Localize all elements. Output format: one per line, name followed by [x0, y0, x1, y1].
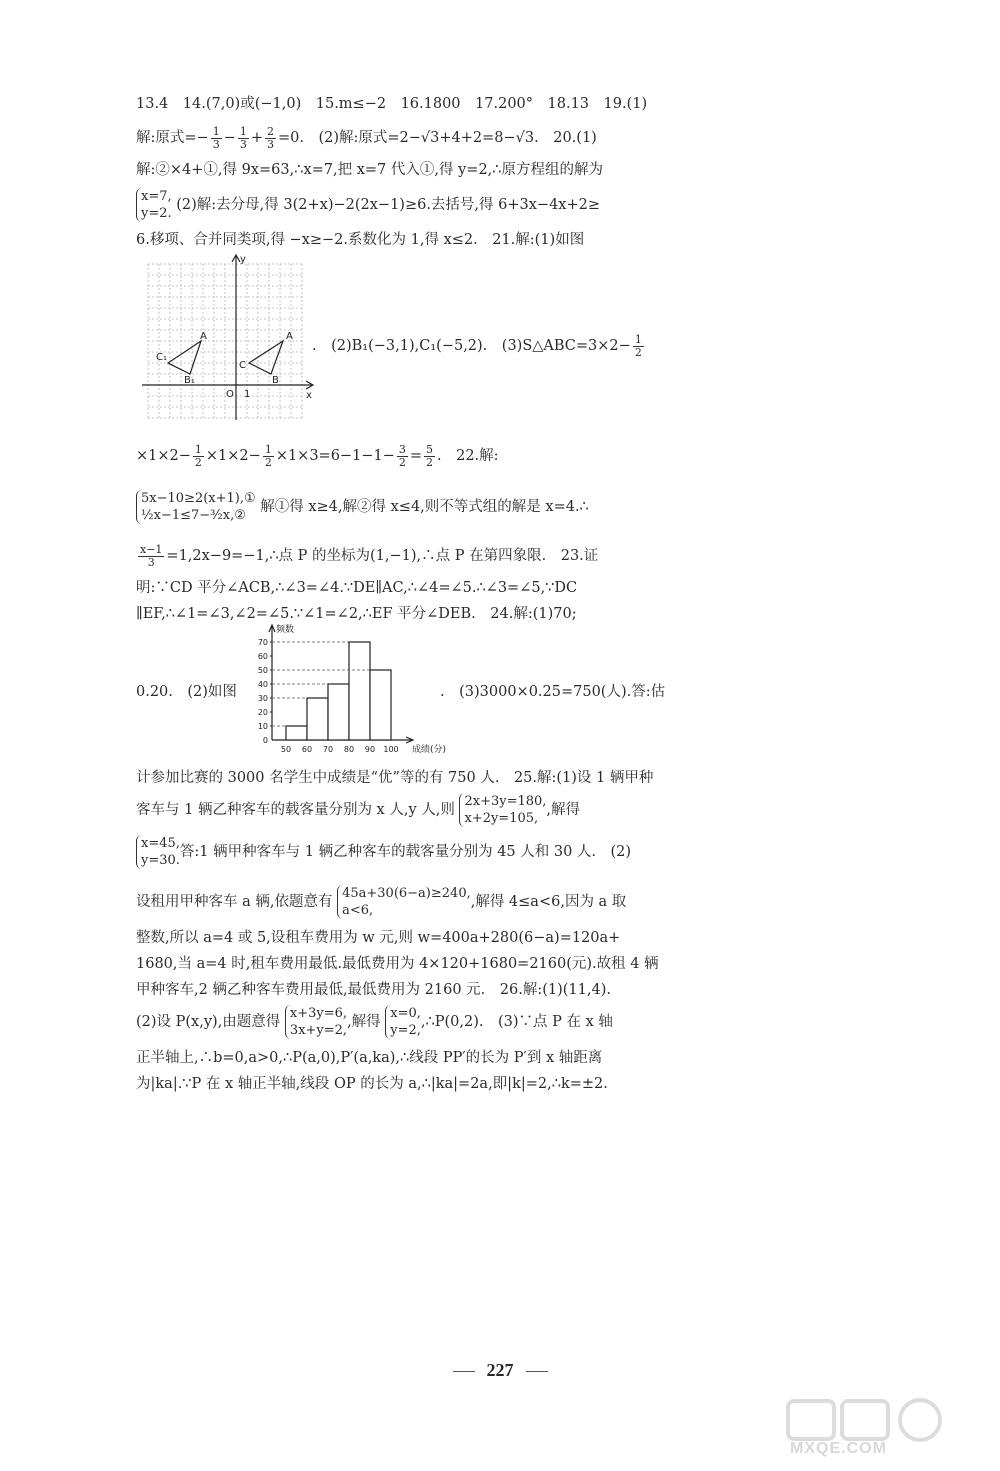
histogram-bar	[349, 642, 370, 740]
label-c: C	[239, 360, 246, 371]
inequality-system-22: 5x−10≥2(x+1),① ½x−1≤7−³⁄₂x,②	[136, 490, 256, 524]
answer-line-19: 1680,当 a=4 时,租车费用最低.最低费用为 4×120+1680=2160(元).故租 4 辆	[136, 956, 659, 972]
answer-line-16: x=45, y=30. 答:1 辆甲种客车与 1 辆乙种客车的载客量分别为 45 人和 30 人. (2)	[136, 832, 714, 872]
label-a: A	[286, 331, 293, 342]
x-tick-label: 100	[383, 745, 399, 754]
answer-line-21: (2)设 P(x,y),由题意得 x+3y=6, 3x+y=2, ,解得 x=0, y=2, ,∴P(0,2). (3)∵点 P 在 x 轴	[136, 1006, 613, 1038]
fraction-3-2: $\frac{3}{2}$	[398, 442, 406, 469]
answer-line-8: 5x−10≥2(x+1),① ½x−1≤7−³⁄₂x,② 解①得 x≥4,解②得 x≤4,则不等式组的解是 x=4.∴	[136, 482, 714, 532]
answer-line-5: 6.移项、合并同类项,得 −x≥−2.系数化为 1,得 x≤2. 21.解:(1)如图	[136, 232, 585, 248]
inequality-system-25c: 45a+30(6−a)≥240, a<6,	[337, 885, 471, 919]
fraction-1-2a: $\frac{1}{2}$	[634, 332, 642, 359]
answer-line-9: $\frac{x-1}{3}$ =1,2x−9=−1,∴点 P 的坐标为(1,−1),∴点 P 在第四象限. 23.证	[140, 542, 599, 569]
y-tick-label: 20	[257, 708, 268, 717]
frequency-histogram	[250, 622, 450, 760]
answer-line-23: 为|ka|.∵P 在 x 轴正半轴,线段 OP 的长为 a,∴|ka|=2a,即|k|=2,∴k=±2.	[136, 1076, 608, 1092]
answer-line-18: 整数,所以 a=4 或 5,设租车费用为 w 元,则 w=400a+280(6−a)=120a+	[136, 930, 621, 946]
equation-system-26b: x=0, y=2,	[385, 1005, 421, 1039]
y-tick-label: 30	[257, 694, 268, 703]
answer-line-20: 甲种客车,2 辆乙种客车费用最低,最低费用为 2160 元. 26.解:(1)(11,4).	[136, 982, 611, 998]
label-a1: A	[200, 331, 207, 342]
answer-line-14: 计参加比赛的 3000 名学生中成绩是“优”等的有 750 人. 25.解:(1)设 1 辆甲种	[136, 770, 654, 786]
x-tick-label: 90	[364, 745, 376, 754]
fraction-1-2c: $\frac{1}{2}$	[264, 442, 272, 469]
equation-system-26a: x+3y=6, 3x+y=2,	[285, 1005, 347, 1039]
x-axis-label: 成绩(分)	[412, 745, 447, 755]
label-origin: O	[226, 389, 234, 400]
answer-line-2: 解:原式=− $\frac{1}{3}$ − $\frac{1}{3}$ + $\frac{2}{3}$ =0. (2)解:原式=2−√3+4+2=8−√3. 20.(1)	[136, 124, 597, 151]
y-tick-label: 10	[257, 722, 268, 731]
answer-line-12: 0.20. (2)如图	[136, 684, 237, 700]
answer-line-22: 正半轴上,∴b=0,a>0,∴P(a,0),P′(a,ka),∴线段 PP′的长为 P′到 x 轴距离	[136, 1050, 603, 1066]
label-b1: B₁	[184, 375, 195, 386]
answer-line-17: 设租用甲种客车 a 辆,依题意有 45a+30(6−a)≥240, a<6, ,解得 4≤a<6,因为 a 取	[136, 886, 627, 918]
fraction-1-3b: $\frac{1}{3}$	[239, 124, 247, 151]
fraction-5-2: $\frac{5}{2}$	[426, 442, 433, 469]
fraction-1-2b: $\frac{1}{2}$	[194, 442, 202, 469]
answer-line-10: 明:∵CD 平分∠ACB,∴∠3=∠4.∵DE∥AC,∴∠4=∠5.∴∠3=∠5,∵DC	[136, 580, 578, 596]
y-tick-label: 40	[257, 680, 268, 689]
equation-system-20: x=7, y=2.	[136, 188, 172, 222]
y-tick-label: 70	[257, 638, 268, 647]
label-c1: C₁	[156, 352, 167, 363]
answer-line-4: x=7, y=2. (2)解:去分母,得 3(2+x)−2(2x−1)≥6.去括号,得 6+3x−4x+2≥	[136, 185, 714, 225]
x-tick-label: 50	[280, 745, 292, 754]
histogram-bar	[286, 726, 307, 740]
label-one: 1	[244, 389, 251, 400]
answer-line-15: 客车与 1 辆乙种客车的载客量分别为 x 人,y 人,则 2x+3y=180, x+2y=105, ,解得	[136, 794, 581, 826]
fraction-x-1-3: $\frac{x-1}{3}$	[140, 542, 163, 569]
label-b: B	[272, 375, 279, 386]
histogram-bar	[328, 684, 349, 740]
histogram-bar	[370, 670, 391, 740]
page-number: 227	[0, 1360, 1000, 1381]
y-axis-label: 频数	[276, 625, 295, 635]
answer-line-6: . (2)B₁(−3,1),C₁(−5,2). (3)S△ABC=3×2− $\frac{1}{2}$	[312, 332, 642, 359]
answer-line-3: 解:②×4+①,得 9x=63,∴x=7,把 x=7 代入①,得 y=2,∴原方程组的解为	[136, 162, 604, 178]
y-tick-label: 60	[257, 652, 268, 661]
answer-line-11: ∥EF,∴∠1=∠3,∠2=∠5.∵∠1=∠2,∴EF 平分∠DEB. 24.解:(1)70;	[136, 606, 577, 622]
x-tick-label: 70	[322, 745, 334, 754]
watermark-text: MXQE.COM	[790, 1440, 887, 1457]
equation-system-25b: x=45, y=30.	[136, 835, 180, 869]
coordinate-grid-figure	[138, 252, 318, 424]
label-y: y	[240, 254, 246, 265]
histogram-bar	[307, 698, 328, 740]
x-tick-label: 60	[301, 745, 313, 754]
answer-line-7: ×1×2− $\frac{1}{2}$ ×1×2− $\frac{1}{2}$ ×1×3=6−1−1− $\frac{3}{2}$ = $\frac{5}{2}$ . 22.解:	[136, 442, 499, 469]
x-tick-label: 80	[343, 745, 355, 754]
answer-line-13: . (3)3000×0.25=750(人).答:估	[440, 684, 666, 700]
triangle-abc	[249, 341, 283, 374]
fraction-1-3: $\frac{1}{3}$	[212, 124, 220, 151]
answer-line-1: 13.4 14.(7,0)或(−1,0) 15.m≤−2 16.1800 17.200° 18.13 19.(1)	[136, 96, 648, 112]
triangle-a1b1c1	[168, 341, 201, 374]
equation-system-25a: 2x+3y=180, x+2y=105,	[459, 793, 546, 827]
y-tick-label: 0	[262, 736, 268, 745]
fraction-2-3: $\frac{2}{3}$	[267, 124, 274, 151]
y-tick-label: 50	[257, 666, 268, 675]
label-x: x	[306, 390, 312, 401]
